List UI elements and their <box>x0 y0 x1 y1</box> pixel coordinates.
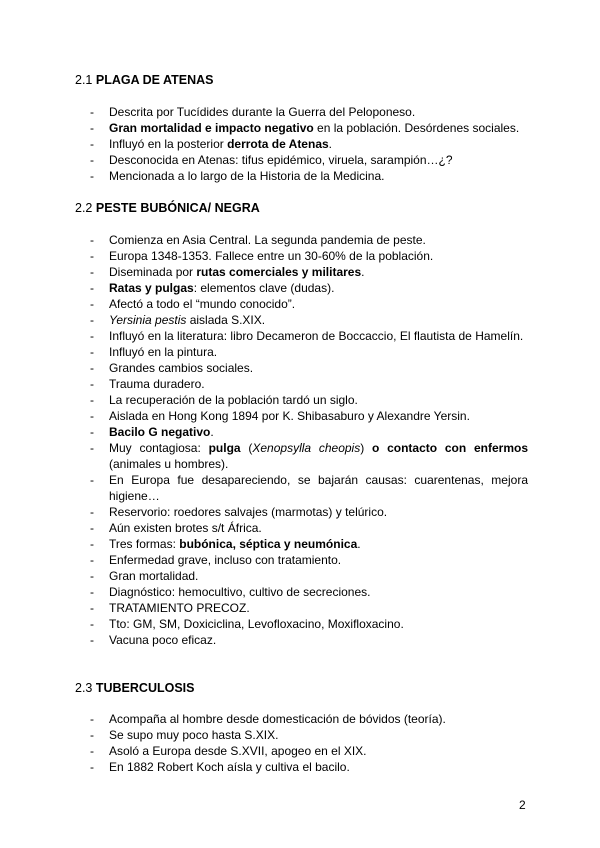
list-item: - Ratas y pulgas: elementos clave (dudas). <box>90 280 528 296</box>
list-item: - Bacilo G negativo. <box>90 424 528 440</box>
list-item: - Tto: GM, SM, Doxiciclina, Levofloxacino, Moxifloxacino. <box>90 616 528 632</box>
list-item: - Descrita por Tucídides durante la Guerra del Peloponeso. <box>90 104 528 120</box>
list-item: - Aún existen brotes s/t África. <box>90 520 528 536</box>
heading-peste-bubonica <box>75 201 260 215</box>
heading-title: PESTE BUBÓNICA/ NEGRA <box>95 201 260 215</box>
heading-title: PLAGA DE ATENAS <box>95 73 214 87</box>
list-item: - En 1882 Robert Koch aísla y cultiva el bacilo. <box>90 759 528 775</box>
list-plaga-atenas <box>90 104 528 184</box>
list-peste-bubonica <box>90 232 528 648</box>
list-item: - Enfermedad grave, incluso con tratamiento. <box>90 552 528 568</box>
list-item: - Trauma duradero. <box>90 376 528 392</box>
list-item: - Yersinia pestis aislada S.XIX. <box>90 312 528 328</box>
list-item: - Desconocida en Atenas: tifus epidémico, viruela, sarampión…¿? <box>90 152 528 168</box>
list-item: - Diseminada por rutas comerciales y militares. <box>90 264 528 280</box>
list-item: - Afectó a todo el “mundo conocido”. <box>90 296 528 312</box>
heading-tuberculosis <box>75 681 194 695</box>
list-item: - Mencionada a lo largo de la Historia de la Medicina. <box>90 168 528 184</box>
list-item: - Diagnóstico: hemocultivo, cultivo de secreciones. <box>90 584 528 600</box>
heading-number: 2.3 <box>75 681 96 695</box>
heading-plaga-atenas <box>75 73 213 87</box>
list-item: - Grandes cambios sociales. <box>90 360 528 376</box>
list-item: - Asoló a Europa desde S.XVII, apogeo en el XIX. <box>90 743 528 759</box>
list-tuberculosis <box>90 711 528 775</box>
list-item: - Gran mortalidad e impacto negativo en la población. Desórdenes sociales. <box>90 120 528 136</box>
list-item: - Tres formas: bubónica, séptica y neumónica. <box>90 536 528 552</box>
list-item: - TRATAMIENTO PRECOZ. <box>90 600 528 616</box>
list-item: - Reservorio: roedores salvajes (marmotas) y telúrico. <box>90 504 528 520</box>
list-item: - Muy contagiosa: pulga (Xenopsylla cheopis) o contacto con enfermos (animales u hombres). <box>90 440 528 472</box>
list-item: - Acompaña al hombre desde domesticación de bóvidos (teoría). <box>90 711 528 727</box>
list-item: - Vacuna poco eficaz. <box>90 632 528 648</box>
list-item: - Se supo muy poco hasta S.XIX. <box>90 727 528 743</box>
list-item: - Comienza en Asia Central. La segunda pandemia de peste. <box>90 232 528 248</box>
list-item: - Aislada en Hong Kong 1894 por K. Shibasaburo y Alexandre Yersin. <box>90 408 528 424</box>
page-number: 2 <box>519 798 526 812</box>
list-item: - Influyó en la pintura. <box>90 344 528 360</box>
heading-number: 2.2 <box>75 201 96 215</box>
list-item: - Influyó en la posterior derrota de Atenas. <box>90 136 528 152</box>
list-item: - Influyó en la literatura: libro Decameron de Boccaccio, El flautista de Hamelín. <box>90 328 528 344</box>
heading-number: 2.1 <box>75 73 96 87</box>
list-item: - Gran mortalidad. <box>90 568 528 584</box>
list-item: - La recuperación de la población tardó un siglo. <box>90 392 528 408</box>
list-item: - En Europa fue desapareciendo, se bajarán causas: cuarentenas, mejora higiene… <box>90 472 528 504</box>
list-item: - Europa 1348-1353. Fallece entre un 30-60% de la población. <box>90 248 528 264</box>
heading-title: TUBERCULOSIS <box>95 681 195 695</box>
